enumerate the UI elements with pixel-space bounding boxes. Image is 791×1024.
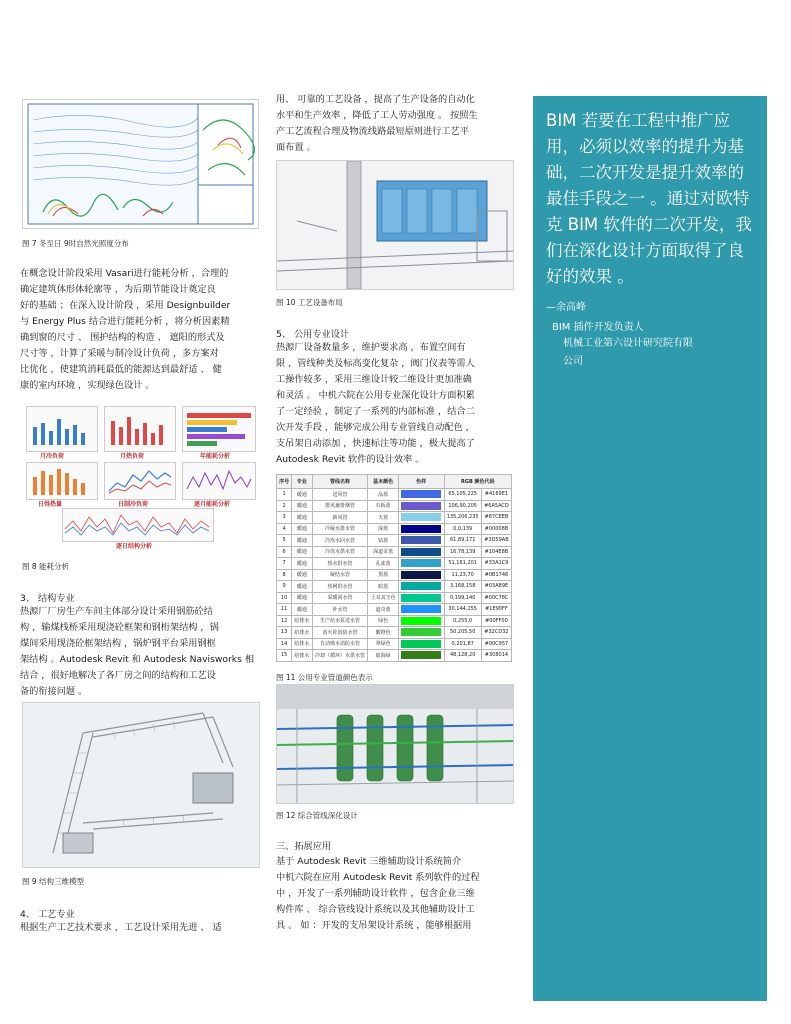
chart-thumbnail — [182, 406, 256, 452]
pipe-name-cell: 排风兼排烟管 — [312, 500, 368, 512]
color-swatch — [401, 571, 441, 579]
color-name-cell: 深道奇蓝 — [368, 546, 398, 558]
rgb-cell: 51,161,201 — [444, 558, 481, 570]
figure-8-caption: 图 8 能耗分析 — [22, 562, 70, 571]
chart-thumbnail — [182, 462, 256, 500]
color-swatch-cell — [398, 592, 444, 604]
row-number: 8 — [277, 569, 292, 581]
hex-cell: #308014 — [481, 650, 511, 662]
text-line: 次开发手段 ，能够完成公用专业管线自动配色 ， — [276, 422, 475, 433]
text-line: 备的衔接问题 。 — [20, 686, 88, 697]
text-line: 基于 Autodesk Revit 三维辅助设计系统简介 — [276, 856, 462, 867]
table-row — [277, 558, 512, 570]
color-swatch — [401, 490, 441, 498]
paragraph-utility — [276, 340, 475, 468]
row-number: 3 — [277, 512, 292, 524]
quote-author: —余高峰 — [546, 302, 586, 313]
pipe-name-cell: 补水管 — [312, 604, 368, 616]
column-header: RGB 颜色代码 — [444, 475, 512, 489]
table-row — [277, 546, 512, 558]
pipe-name-cell: 自动喷水消防水管 — [312, 638, 368, 650]
color-name-cell: 黑蓝 — [368, 569, 398, 581]
text-line: 支吊架自动添加 ，快速标注等功能 ，极大提高了 — [276, 438, 475, 449]
row-number: 6 — [277, 546, 292, 558]
chart-label: 年能耗分析 — [200, 453, 231, 460]
color-swatch-cell — [398, 500, 444, 512]
color-swatch-cell — [398, 650, 444, 662]
rgb-cell: 0,0,139 — [444, 523, 481, 535]
color-swatch — [401, 525, 441, 533]
text-line: Autodesk Revit 软件的设计效率 。 — [276, 454, 425, 465]
color-swatch-cell — [398, 615, 444, 627]
column-header: 基本颜色 — [368, 475, 398, 489]
discipline-cell: 暖通 — [292, 523, 312, 535]
paragraph-extension — [276, 854, 480, 934]
hex-cell: #1E90FF — [481, 604, 511, 616]
text-line: 煤间采用现浇砼框架结构 ，锅炉钢平台采用钢框 — [20, 638, 216, 649]
hex-cell: #104E8B — [481, 546, 511, 558]
text-line: 构 ，输煤栈桥采用现浇砼框架和钢桁架结构 ，锅 — [20, 622, 219, 633]
color-swatch — [401, 651, 441, 659]
color-swatch — [401, 582, 441, 590]
table-row — [277, 512, 512, 524]
chart-thumbnail — [104, 406, 176, 452]
text-line: 康的室内环境 ，实现绿色设计 。 — [20, 380, 155, 391]
pipe-name-cell: 凝结水管 — [312, 569, 368, 581]
color-swatch — [401, 594, 441, 602]
structure-render — [23, 703, 259, 867]
discipline-cell: 给排水 — [292, 627, 312, 639]
pipe-name-cell: 热网供水管 — [312, 581, 368, 593]
table-row — [277, 489, 512, 501]
chart-label: 逐月能耗分析 — [194, 501, 231, 508]
color-name-cell: 孔雀蓝 — [368, 558, 398, 570]
color-name-cell: 酸橙色 — [368, 627, 398, 639]
hex-cell: #00FF00 — [481, 615, 511, 627]
text-line: 具 。 如 ：开发的支吊架设计系统 ，能够根据用 — [276, 920, 472, 931]
pipe-name-cell: 新风管 — [312, 512, 368, 524]
table-row — [277, 638, 512, 650]
discipline-cell: 暖通 — [292, 558, 312, 570]
text-line: 热源厂设备数量多 ，维护要求高 ，布置空间有 — [276, 342, 466, 353]
pull-quote: BIM 若要在工程中推广应用，必须以效率的提升为基础，二次开发是提升效率的最佳手段之一 。通过对欧特克 BIM 软件的二次开发，我们在深化设计方面取得了良好的效果 。 — [546, 111, 752, 286]
rgb-cell: 48,128,20 — [444, 650, 481, 662]
section-heading-structure: 3、 结构专业 — [20, 593, 75, 604]
hex-cell: #87CEEB — [481, 512, 511, 524]
pipe-name-cell: 冷冻水回水管 — [312, 535, 368, 547]
rgb-cell: 0,255,0 — [444, 615, 481, 627]
color-swatch-cell — [398, 489, 444, 501]
color-swatch — [401, 640, 441, 648]
pipe-name-cell: 送风管 — [312, 489, 368, 501]
text-line: 了一定经验 ，制定了一系列的内部标准 ，结合二 — [276, 406, 475, 417]
chart-label: 月热负荷 — [120, 453, 145, 460]
text-line: 与 Energy Plus 结合进行能耗分析 ，将分析因素精 — [20, 316, 230, 327]
pipe-name-cell: 热水供水管 — [312, 558, 368, 570]
color-name-cell: 钴蓝 — [368, 535, 398, 547]
section-heading-process: 4、 工艺专业 — [20, 909, 75, 920]
rgb-cell: 50,205,50 — [444, 627, 481, 639]
text-line: 中 ，开发了一系列辅助设计软件 ，包含企业三维 — [276, 888, 475, 899]
paragraph-process — [20, 920, 222, 936]
hex-cell: #03A89E — [481, 581, 511, 593]
figure-8-energy-analysis — [22, 402, 258, 552]
illuminance-plot — [23, 100, 258, 228]
text-line: 用、 可靠的工艺设备 ，提高了生产设备的自动化 — [276, 94, 475, 105]
pipe-name-cell: 采暖回水管 — [312, 592, 368, 604]
rgb-cell: 0,199,140 — [444, 592, 481, 604]
row-number: 9 — [277, 581, 292, 593]
hex-cell: #6A5ACD — [481, 500, 511, 512]
figure-11-pipe-color-table — [276, 474, 512, 662]
color-swatch-cell — [398, 535, 444, 547]
hex-cell: #33A1C9 — [481, 558, 511, 570]
discipline-cell: 暖通 — [292, 512, 312, 524]
text-line: 限 ，管线种类及标高变化复杂 ，阀门仪表等需人 — [276, 358, 475, 369]
pipe-name-cell: 生产给水泵送水管 — [312, 615, 368, 627]
table-row — [277, 500, 512, 512]
discipline-cell: 暖通 — [292, 581, 312, 593]
pipe-name-cell: 冷却（循环）水供水管 — [312, 650, 368, 662]
text-line: 根据生产工艺技术要求 ，工艺设计采用先进 、 适 — [20, 922, 222, 933]
color-name-cell: 品蓝 — [368, 489, 398, 501]
color-swatch-cell — [398, 558, 444, 570]
column-header: 管线名称 — [312, 475, 368, 489]
discipline-cell: 给排水 — [292, 638, 312, 650]
table-row — [277, 523, 512, 535]
color-name-cell: 暗蓝 — [368, 581, 398, 593]
text-line: 在概念设计阶段采用 Vasari进行能耗分析 ，合理的 — [20, 268, 229, 279]
figure-7-illuminance — [22, 99, 259, 229]
author-title: BIM 插件开发负责人 — [552, 322, 644, 333]
column-header: 色样 — [398, 475, 444, 489]
rgb-cell: 0,201,87 — [444, 638, 481, 650]
table-row — [277, 615, 512, 627]
text-line: 构件库 、 综合管线设计系统以及其他辅助设计工 — [276, 904, 475, 915]
color-name-cell: 翠绿色 — [368, 638, 398, 650]
text-line: 水平和生产效率 ，降低了工人劳动强度 。 按照生 — [276, 110, 478, 121]
pipe-name-cell: 消火栓消防水管 — [312, 627, 368, 639]
text-line: 好的基础 ；在深入设计阶段 ，采用 Designbuilder — [20, 300, 231, 311]
discipline-cell: 给排水 — [292, 650, 312, 662]
hex-cell: #32CD32 — [481, 627, 511, 639]
color-swatch-cell — [398, 638, 444, 650]
color-swatch-cell — [398, 569, 444, 581]
row-number: 12 — [277, 615, 292, 627]
discipline-cell: 暖通 — [292, 592, 312, 604]
rgb-cell: 106,90,205 — [444, 500, 481, 512]
paragraph-energy-analysis — [20, 266, 230, 394]
chart-thumbnail — [26, 406, 98, 452]
row-number: 14 — [277, 638, 292, 650]
text-line: 中机六院在应用 Autodesk Revit 系列软件的过程 — [276, 872, 480, 883]
color-swatch — [401, 605, 441, 613]
chart-label: 日得热量 — [38, 501, 63, 508]
row-number: 13 — [277, 627, 292, 639]
row-number: 7 — [277, 558, 292, 570]
color-swatch-cell — [398, 546, 444, 558]
hex-cell: #4169E1 — [481, 489, 511, 501]
section-heading-extension: 三、拓展应用 — [276, 841, 332, 852]
text-line: 架结构 。Autodesk Revit 和 Autodesk Navisworks 相 — [20, 654, 255, 665]
figure-9-structural-model — [22, 702, 260, 868]
text-line: 尺寸等 ，计算了采暖与制冷设计负荷 ，多方案对 — [20, 348, 219, 359]
author-organization-suffix: 公司 — [563, 356, 583, 367]
row-number: 4 — [277, 523, 292, 535]
figure-10-equipment-layout — [276, 160, 514, 290]
table-row — [277, 604, 512, 616]
hex-cell: #00C957 — [481, 638, 511, 650]
table-row — [277, 627, 512, 639]
color-swatch — [401, 628, 441, 636]
pipe-name-cell: 冷冻水供水管 — [312, 546, 368, 558]
figure-11-caption: 图 11 公用专业管道颜色表示 — [276, 673, 373, 682]
color-swatch-cell — [398, 523, 444, 535]
equipment-render — [277, 161, 513, 289]
chart-label: 月冷负荷 — [40, 453, 65, 460]
text-line: 比优化 ，使建筑消耗最低的能源达到最舒适 、 健 — [20, 364, 222, 375]
color-swatch — [401, 536, 441, 544]
row-number: 1 — [277, 489, 292, 501]
text-line: 工操作较多 ，采用三维设计较二维设计更加准确 — [276, 374, 472, 385]
paragraph-structure — [20, 604, 254, 700]
discipline-cell: 暖通 — [292, 569, 312, 581]
color-swatch — [401, 559, 441, 567]
rgb-cell: 135,206,235 — [444, 512, 481, 524]
rgb-cell: 30,144,255 — [444, 604, 481, 616]
color-swatch-cell — [398, 627, 444, 639]
color-swatch-cell — [398, 604, 444, 616]
row-number: 11 — [277, 604, 292, 616]
pipeline-render — [277, 685, 513, 803]
discipline-cell: 暖通 — [292, 489, 312, 501]
discipline-cell: 暖通 — [292, 604, 312, 616]
table-row — [277, 592, 512, 604]
discipline-cell: 给排水 — [292, 615, 312, 627]
figure-9-caption: 图 9 结构三维模型 — [22, 877, 85, 886]
figure-7-caption: 图 7 冬至日 9时自然光照度分布 — [22, 239, 129, 248]
color-name-cell: 深蓝 — [368, 523, 398, 535]
text-line: 产工艺流程合理及物流线路最短原则进行工艺平 — [276, 126, 469, 137]
table-header-row — [277, 475, 512, 489]
chart-thumbnail — [104, 462, 176, 500]
color-swatch — [401, 502, 441, 510]
column-header: 专业 — [292, 475, 312, 489]
color-name-cell: 土耳其玉色 — [368, 592, 398, 604]
figure-10-caption: 图 10 工艺设备布局 — [276, 298, 343, 307]
table-row — [277, 569, 512, 581]
text-line: 确定建筑体形体轮廓等 ，为后期节能设计奠定良 — [20, 284, 216, 295]
discipline-cell: 暖通 — [292, 546, 312, 558]
text-line: 热源厂厂房生产车间主体部分设计采用钢筋砼结 — [20, 606, 213, 617]
author-organization: 机械工业第六设计研究院有限 — [563, 338, 693, 349]
discipline-cell: 暖通 — [292, 535, 312, 547]
color-name-cell: 绿色 — [368, 615, 398, 627]
chart-thumbnail — [62, 508, 214, 542]
color-name-cell: 道奇蓝 — [368, 604, 398, 616]
row-number: 15 — [277, 650, 292, 662]
section-heading-utility: 5、 公用专业设计 — [276, 329, 350, 340]
text-line: 和灵活 。 中机六院在公用专业深化设计方面积累 — [276, 390, 475, 401]
hex-cell: #00C78C — [481, 592, 511, 604]
table-body — [277, 489, 512, 662]
color-name-cell: 石板蓝 — [368, 500, 398, 512]
pipe-color-table — [276, 474, 512, 662]
chart-label: 逐日结构分析 — [116, 543, 153, 550]
discipline-cell: 暖通 — [292, 500, 312, 512]
color-swatch-cell — [398, 581, 444, 593]
figure-12-caption: 图 12 综合管线深化设计 — [276, 811, 358, 820]
table-row — [277, 535, 512, 547]
text-line: 结合 ，很好地解决了各厂房之间的结构和工艺设 — [20, 670, 216, 681]
figure-12-pipeline-design — [276, 684, 514, 804]
color-swatch-cell — [398, 512, 444, 524]
color-swatch — [401, 548, 441, 556]
text-line: 面布置 。 — [276, 142, 316, 153]
hex-cell: #0B1746 — [481, 569, 511, 581]
pipe-name-cell: 冷凝水排水管 — [312, 523, 368, 535]
rgb-cell: 11,23,70 — [444, 569, 481, 581]
rgb-cell: 3,168,158 — [444, 581, 481, 593]
row-number: 5 — [277, 535, 292, 547]
text-line: 确到窗的尺寸 、 围护结构的构造 、 遮阳的形式及 — [20, 332, 225, 343]
chart-thumbnail — [26, 462, 98, 500]
table-row — [277, 650, 512, 662]
row-number: 10 — [277, 592, 292, 604]
rgb-cell: 16,78,139 — [444, 546, 481, 558]
hex-cell: #00008B — [481, 523, 511, 535]
color-swatch — [401, 617, 441, 625]
chart-label: 日制冷负荷 — [118, 501, 149, 508]
color-swatch — [401, 513, 441, 521]
color-name-cell: 天蓝 — [368, 512, 398, 524]
paragraph-process-continued — [276, 92, 478, 156]
column-header: 序号 — [277, 475, 292, 489]
table-row — [277, 581, 512, 593]
color-name-cell: 暗海绿 — [368, 650, 398, 662]
hex-cell: #3D59AB — [481, 535, 511, 547]
row-number: 2 — [277, 500, 292, 512]
rgb-cell: 61,89,171 — [444, 535, 481, 547]
rgb-cell: 65,105,225 — [444, 489, 481, 501]
